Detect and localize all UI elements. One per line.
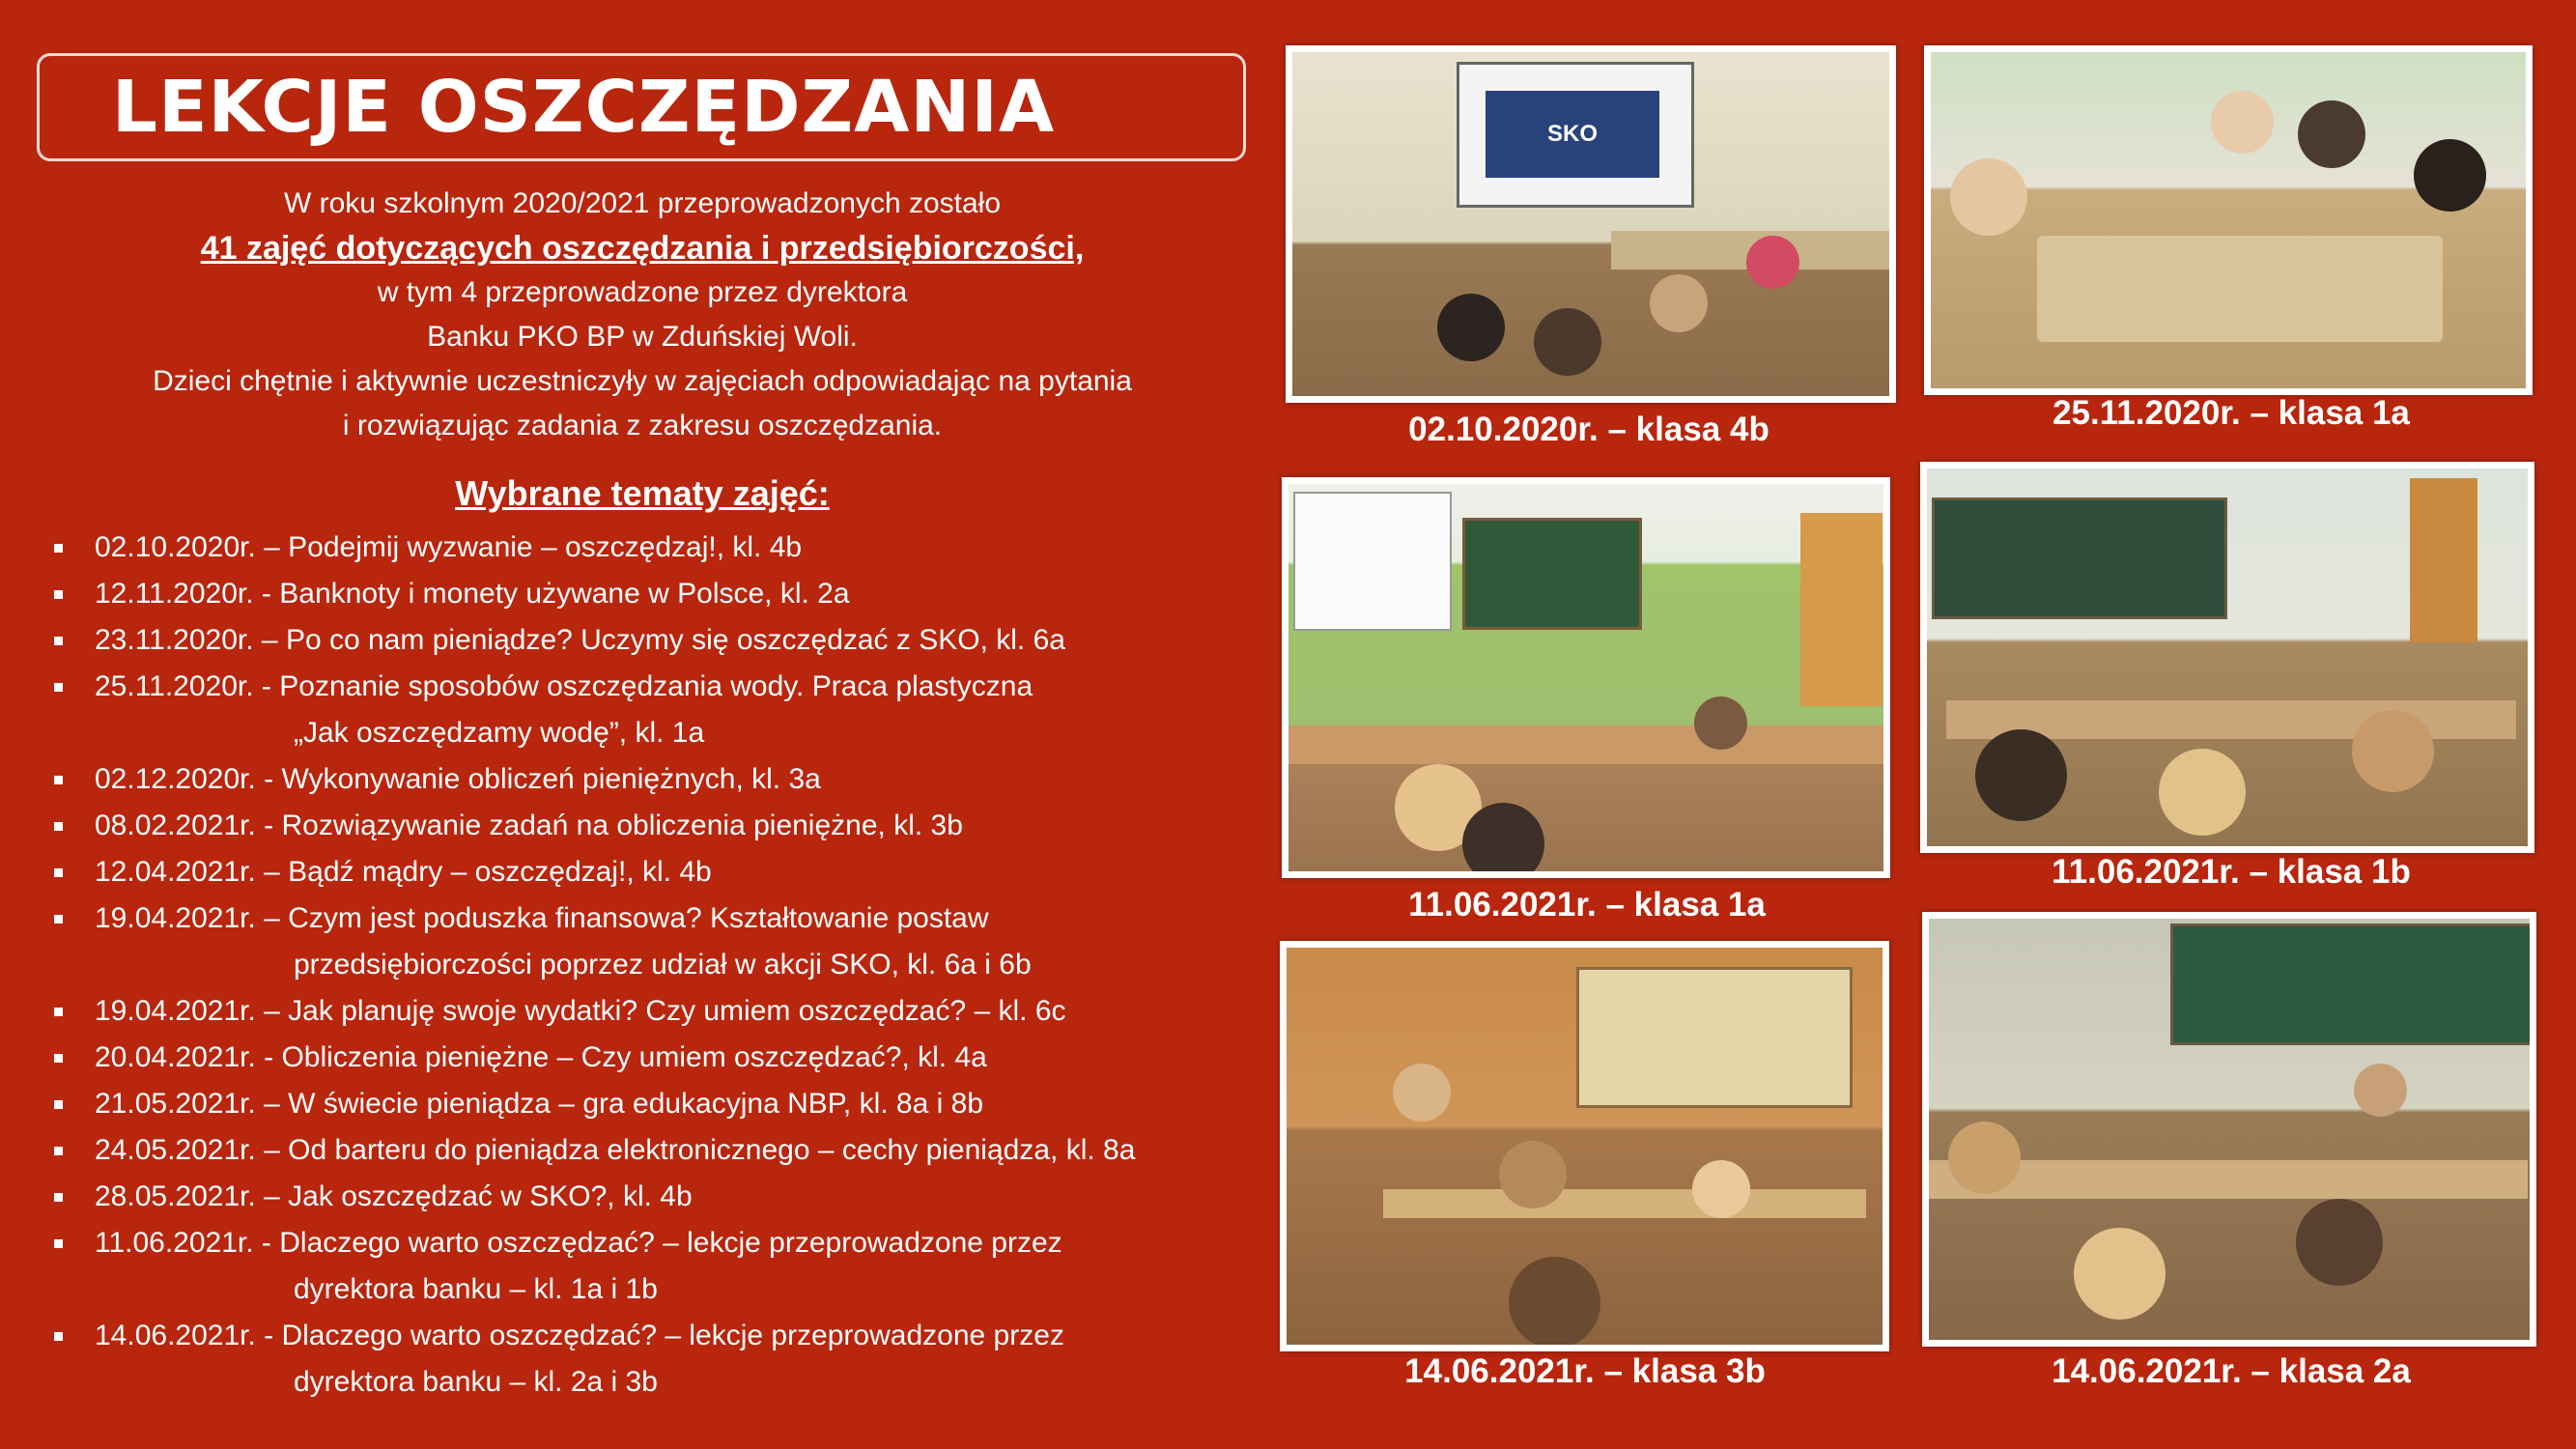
projected-slide: SKO (1486, 91, 1659, 178)
intro-text (39, 182, 1246, 448)
student (1694, 696, 1747, 750)
student (2352, 710, 2434, 792)
photo-class-2a (1922, 912, 2536, 1347)
list-item: 12.04.2021r. – Bądź mądry – oszczędzaj!, kl. 4b (50, 849, 1248, 895)
list-item: 11.06.2021r. - Dlaczego warto oszczędzać? – lekcje przeprowadzone przez dyrektora banku – kl. 1a i 1b (50, 1220, 1248, 1313)
photo-caption: 11.06.2021r. – klasa 1a (1408, 886, 1766, 923)
chalkboard (2170, 923, 2530, 1045)
list-item: 20.04.2021r. - Obliczenia pieniężne – Czy umiem oszczędzać?, kl. 4a (50, 1035, 1248, 1081)
photo-class-4b (1286, 45, 1896, 403)
whiteboard (1293, 492, 1452, 631)
bookshelf (1576, 967, 1853, 1108)
intro-line: Dzieci chętnie i aktywnie uczestniczyły w zajęciach odpowiadając na pytania (153, 365, 1132, 397)
desk (1383, 1189, 1866, 1218)
intro-line: Banku PKO BP w Zduńskiej Woli. (427, 321, 858, 353)
student (1499, 1141, 1567, 1208)
student (2159, 749, 2246, 836)
intro-line: W roku szkolnym 2020/2021 przeprowadzonych zostało (283, 187, 1002, 219)
door (2410, 478, 2477, 642)
intro-line: w tym 4 przeprowadzone przez dyrektora (377, 276, 908, 308)
student (2298, 100, 2365, 168)
student (1534, 308, 1601, 376)
list-item: 02.10.2020r. – Podejmij wyzwanie – oszczędzaj!, kl. 4b (50, 525, 1248, 571)
page-title: LEKCJE OSZCZĘDZANIA (111, 66, 1056, 149)
student (1509, 1257, 1600, 1345)
photo-class-1b (1920, 462, 2534, 853)
title-banner (37, 53, 1246, 161)
list-item: 19.04.2021r. – Czym jest poduszka finansowa? Kształtowanie postaw przedsiębiorczości poprzez udział w akcji SKO, kl. 6a i 6b (50, 895, 1248, 988)
topics-list (50, 525, 1248, 1406)
student (2296, 1199, 2383, 1286)
student (1650, 274, 1708, 332)
photo-class-3b (1280, 941, 1889, 1351)
student (1437, 294, 1505, 361)
list-item: 12.11.2020r. - Banknoty i monety używane w Polsce, kl. 2a (50, 571, 1248, 617)
student (1462, 803, 1544, 871)
student (1975, 729, 2067, 821)
photo-caption: 11.06.2021r. – klasa 1b (2052, 853, 2411, 891)
list-item: 19.04.2021r. – Jak planuję swoje wydatki? Czy umiem oszczędzać? – kl. 6c (50, 988, 1248, 1035)
student (1746, 236, 1799, 289)
desk (2037, 236, 2443, 342)
list-item: 23.11.2020r. – Po co nam pieniądze? Uczymy się oszczędzać z SKO, kl. 6a (50, 617, 1248, 664)
topics-heading: Wybrane tematy zajęć: (455, 473, 830, 513)
student (1948, 1122, 2021, 1194)
door (1800, 513, 1882, 706)
student (2354, 1064, 2407, 1117)
list-item: 14.06.2021r. - Dlaczego warto oszczędzać? – lekcje przeprowadzone przez dyrektora banku – kl. 2a i 3b (50, 1313, 1248, 1406)
list-item: 21.05.2021r. – W świecie pieniądza – gra edukacyjna NBP, kl. 8a i 8b (50, 1081, 1248, 1127)
student (1692, 1160, 1750, 1218)
intro-highlight: 41 zajęć dotyczących oszczędzania i przedsiębiorczości, (200, 230, 1085, 267)
photo-caption: 02.10.2020r. – klasa 4b (1408, 411, 1769, 448)
student (1393, 1064, 1451, 1122)
photo-class-1a-june (1282, 477, 1890, 878)
list-item: 25.11.2020r. - Poznanie sposobów oszczędzania wody. Praca plastyczna „Jak oszczędzamy wodę”, kl. 1a (50, 664, 1248, 756)
photo-caption: 25.11.2020r. – klasa 1a (2052, 394, 2410, 432)
chalkboard (1462, 518, 1642, 630)
student (2074, 1228, 2166, 1320)
student (2414, 139, 2486, 212)
photo-caption: 14.06.2021r. – klasa 3b (1404, 1352, 1766, 1390)
student (1950, 158, 2027, 236)
list-item: 02.12.2020r. - Wykonywanie obliczeń pieniężnych, kl. 3a (50, 756, 1248, 803)
list-item: 24.05.2021r. – Od barteru do pieniądza elektronicznego – cechy pieniądza, kl. 8a (50, 1127, 1248, 1174)
chalkboard (1932, 497, 2227, 619)
desk (1288, 725, 1883, 764)
photo-class-1a (1924, 45, 2533, 395)
student (2211, 91, 2274, 154)
list-item: 28.05.2021r. – Jak oszczędzać w SKO?, kl. 4b (50, 1174, 1248, 1220)
list-item: 08.02.2021r. - Rozwiązywanie zadań na obliczenia pieniężne, kl. 3b (50, 803, 1248, 849)
intro-line: i rozwiązując zadania z zakresu oszczędzania. (342, 410, 943, 441)
photo-caption: 14.06.2021r. – klasa 2a (2052, 1352, 2411, 1390)
